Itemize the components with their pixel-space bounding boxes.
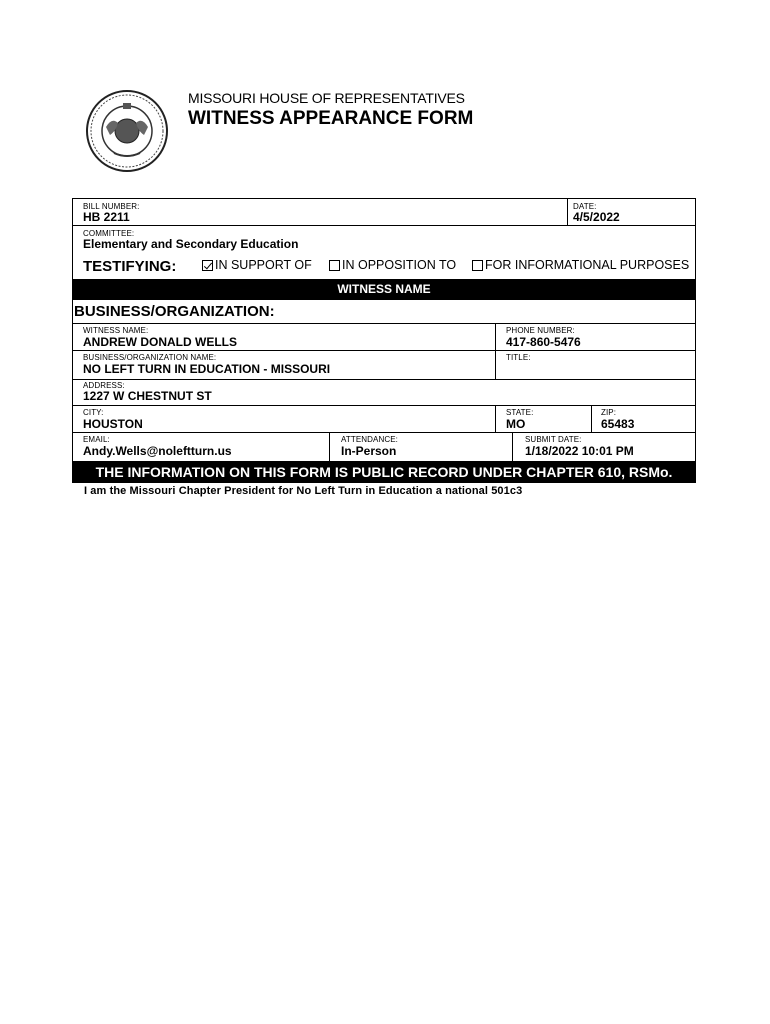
city-value: HOUSTON — [83, 417, 143, 431]
committee-value: Elementary and Secondary Education — [83, 237, 299, 251]
submit-date-value: 1/18/2022 10:01 PM — [525, 444, 634, 458]
business-name-label: BUSINESS/ORGANIZATION NAME: — [83, 353, 217, 362]
option-in-support-label: IN SUPPORT OF — [215, 258, 312, 272]
date-value: 4/5/2022 — [573, 210, 620, 224]
title-label: TITLE: — [506, 353, 531, 362]
business-name-value: NO LEFT TURN IN EDUCATION - MISSOURI — [83, 362, 331, 376]
public-record-banner: THE INFORMATION ON THIS FORM IS PUBLIC RECORD UNDER CHAPTER 610, RSMo. — [73, 461, 695, 483]
issuing-organization: MISSOURI HOUSE OF REPRESENTATIVES — [188, 90, 465, 106]
option-in-opposition[interactable] — [329, 258, 456, 272]
address-label: ADDRESS: — [83, 381, 125, 390]
witness-appearance-form — [72, 198, 696, 483]
submit-date-label: SUBMIT DATE: — [525, 435, 582, 444]
zip-value: 65483 — [601, 417, 635, 431]
witness-name-label: WITNESS NAME: — [83, 326, 149, 335]
attendance-label: ATTENDANCE: — [341, 435, 398, 444]
email-value: Andy.Wells@noleftturn.us — [83, 444, 232, 458]
address-value: 1227 W CHESTNUT ST — [83, 389, 212, 403]
missouri-house-seal — [86, 89, 168, 173]
attendance-value: In-Person — [341, 444, 397, 458]
witness-name-banner: WITNESS NAME — [73, 279, 695, 300]
committee-label: COMMITTEE: — [83, 229, 135, 238]
phone-number-label: PHONE NUMBER: — [506, 326, 575, 335]
city-label: CITY: — [83, 408, 104, 417]
bill-number-label: BILL NUMBER: — [83, 202, 140, 211]
state-label: STATE: — [506, 408, 534, 417]
phone-number-value: 417-860-5476 — [506, 335, 581, 349]
business-organization-heading: BUSINESS/ORGANIZATION: — [74, 303, 275, 320]
checkbox-empty-icon[interactable] — [329, 260, 340, 271]
bill-number-value: HB 2211 — [83, 210, 130, 224]
checkbox-checked-icon[interactable] — [202, 260, 213, 271]
option-in-opposition-label: IN OPPOSITION TO — [342, 258, 457, 272]
witness-statement: I am the Missouri Chapter President for No Left Turn in Education a national 501c3 — [84, 485, 523, 497]
option-in-support[interactable] — [202, 258, 312, 272]
form-title: WITNESS APPEARANCE FORM — [188, 108, 474, 129]
state-value: MO — [506, 417, 526, 431]
checkbox-empty-icon[interactable] — [472, 260, 483, 271]
email-label: EMAIL: — [83, 435, 110, 444]
option-informational-label: FOR INFORMATIONAL PURPOSES — [485, 258, 690, 272]
option-informational[interactable] — [472, 258, 689, 272]
testifying-label: TESTIFYING: — [83, 258, 177, 275]
date-label: DATE: — [573, 202, 597, 211]
witness-name-value: ANDREW DONALD WELLS — [83, 335, 237, 349]
zip-label: ZIP: — [601, 408, 617, 417]
